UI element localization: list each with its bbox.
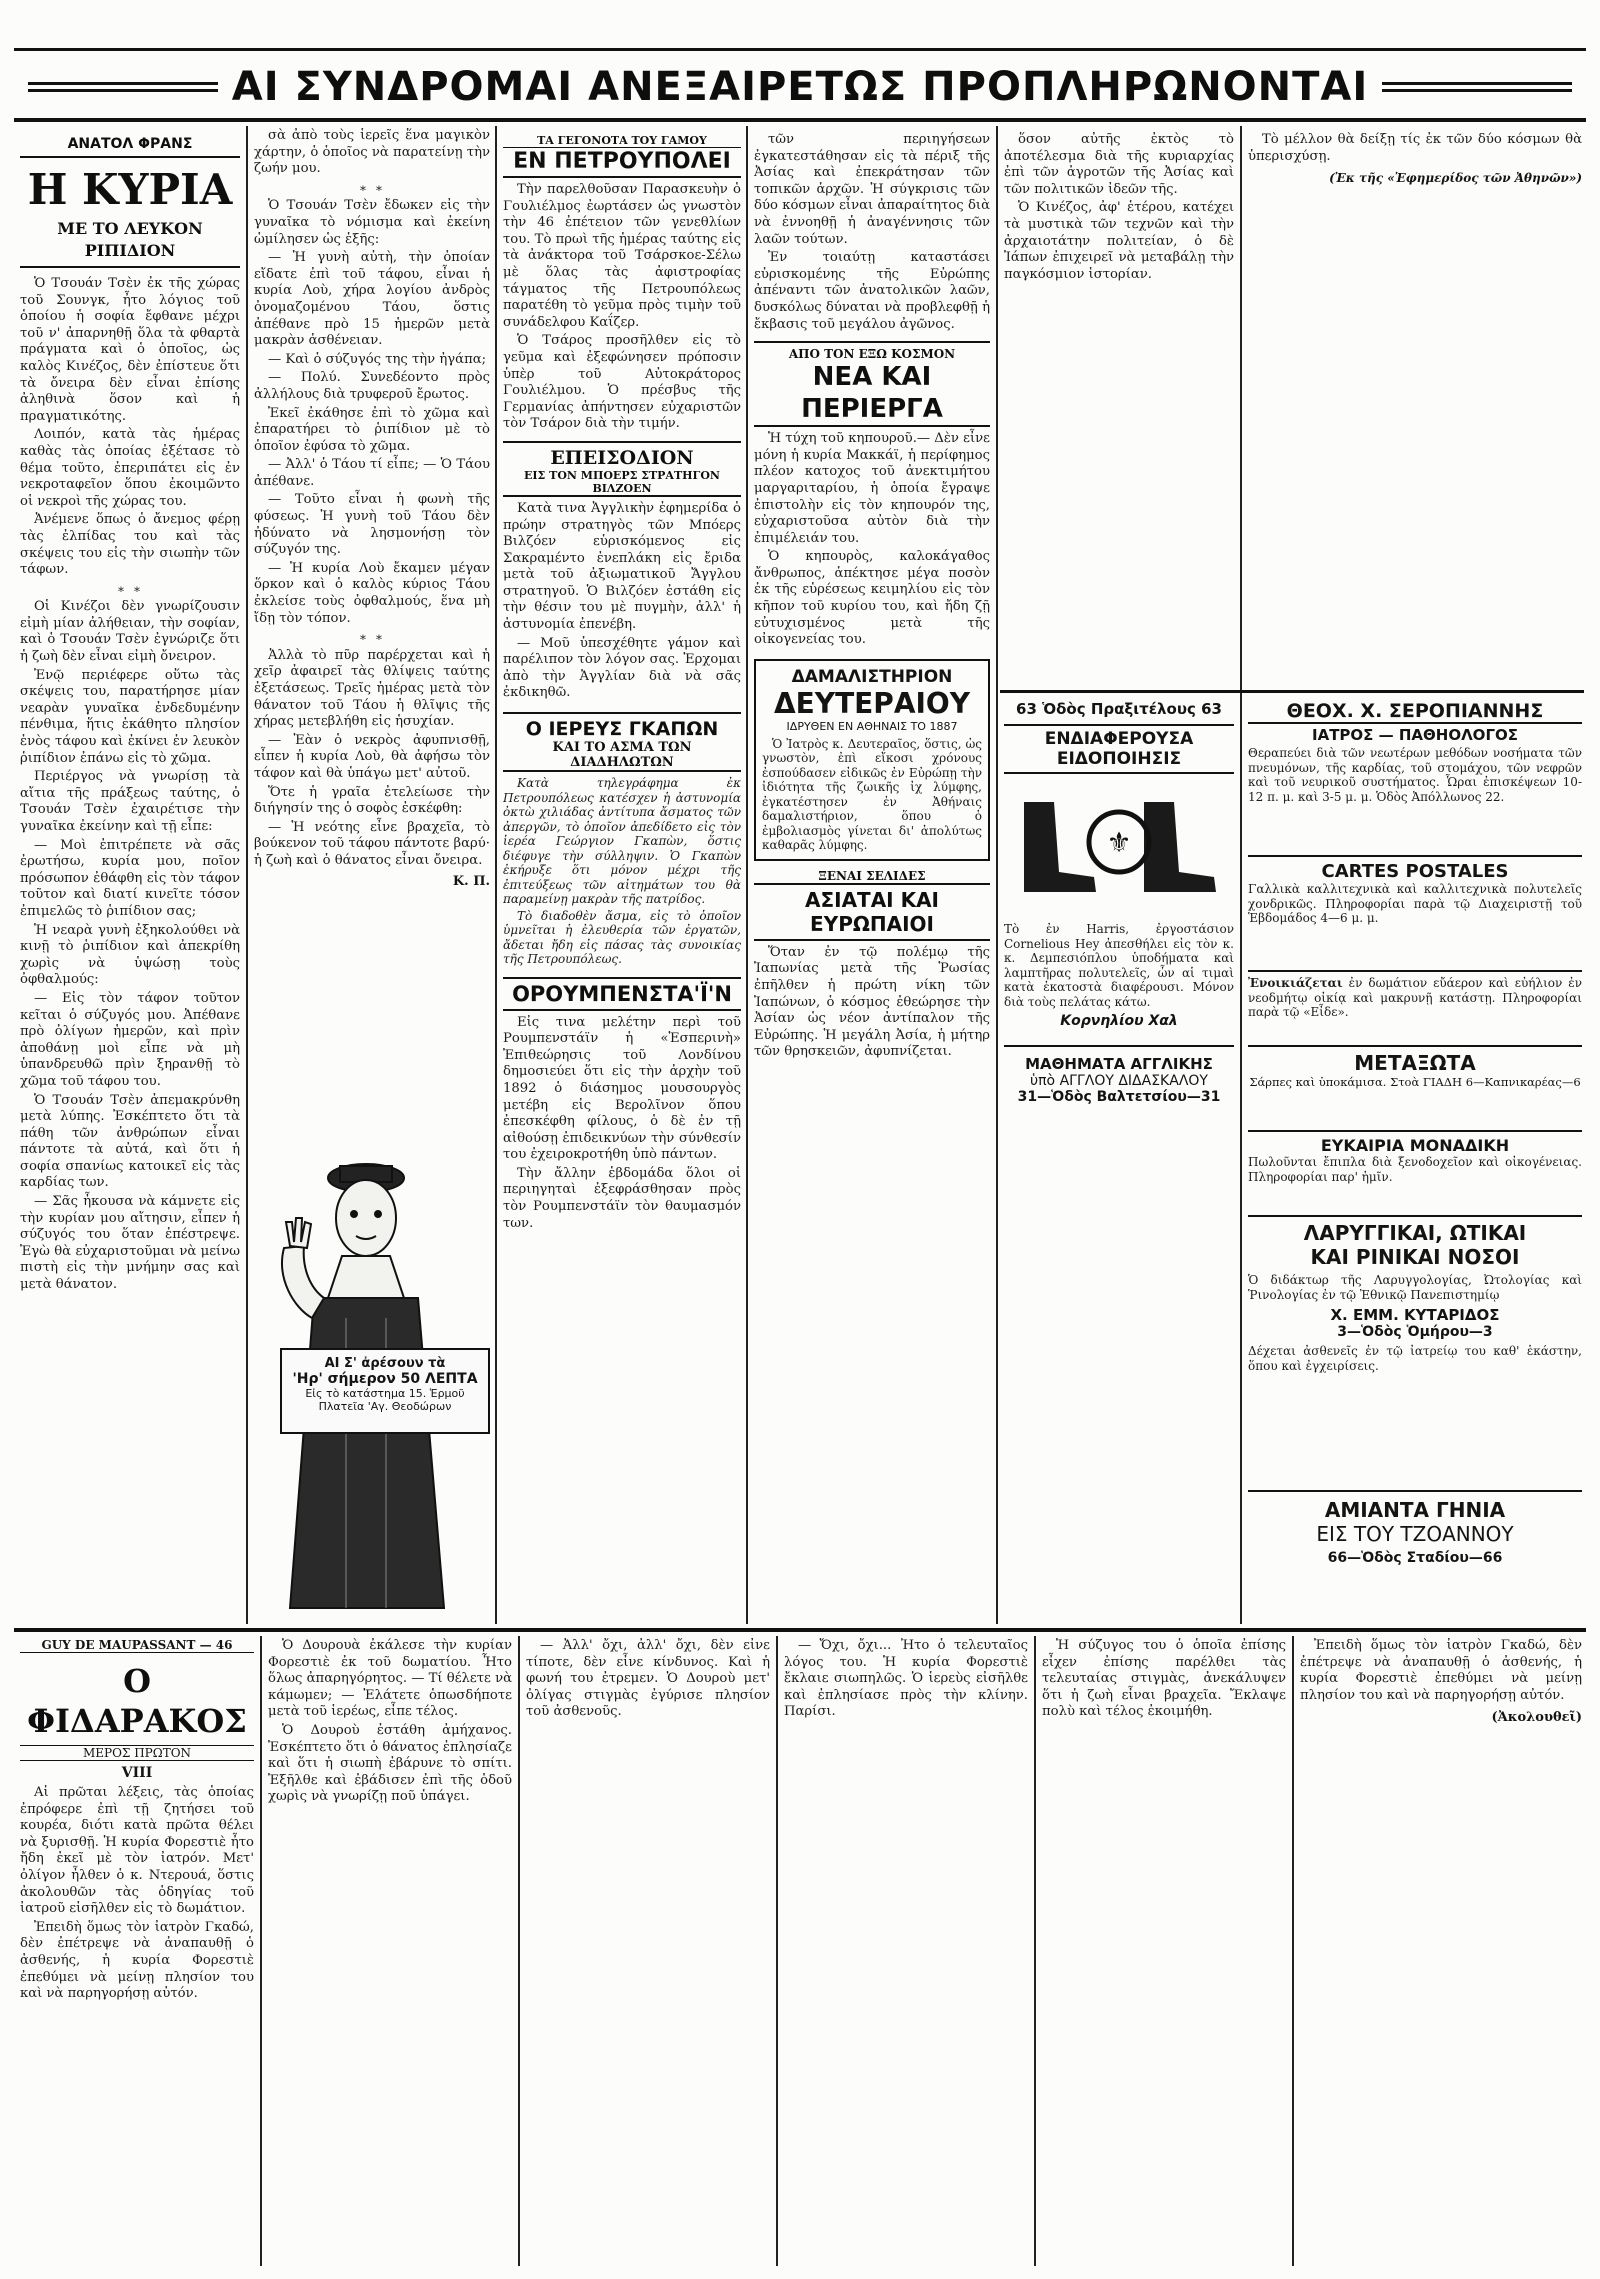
ad-ent-doctor — [1248, 1215, 1582, 1485]
serial-chapter: VIII — [121, 1765, 153, 1781]
banner-rule-right — [1382, 82, 1572, 92]
ad-title: ΑΜΙΑΝΤΑ ΓΗΝΙΑ — [1324, 1498, 1506, 1522]
top-border — [14, 48, 1586, 51]
ad-name: Κορνηλίου Χαλ — [1060, 1013, 1178, 1029]
headline-kicker: ΞΕΝΑΙ ΣΕΛΙΔΕΣ — [818, 868, 926, 883]
paragraph: — Ἡ γυνὴ αὐτὴ, τὴν ὁποίαν εἴδατε ἐπὶ τοῦ τάφου, εἶναι ἡ κυρία Λοὺ, χήρα λογίου ἀνδρὸς ὀνομαζομένου Τάου, ὅστις ἀπέθανε πρὸ 15 ἡμερῶν μετὰ μακρὰν ἀσθένειαν. — [254, 250, 490, 349]
headline-kicker: ΑΠΟ ΤΟΝ ΕΞΩ ΚΟΣΜΟΝ — [754, 341, 990, 361]
ad-address: 66—Ὁδὸς Σταδίου—66 — [1327, 1550, 1503, 1566]
paragraph: Ἡ τύχη τοῦ κηπουροῦ.— Δὲν εἶνε μόνη ἡ κυρία Μακκάϊ, ἡ περίφημος πλέον κατοχος τοῦ ἀνεκτιμήτου μαργαριταρίου, ἡ ὁποία ἔγραψε ἐπιστολὴν εἰς τὸν κηπουρόν της, εὐχαριστοῦσα αὐτὸν διὰ τὴν ἐπιμέλειάν του. — [754, 431, 990, 546]
serial-divider — [14, 1628, 1586, 1632]
ad-opportunity — [1248, 1130, 1582, 1210]
article-body — [754, 431, 990, 649]
column-rule — [518, 1636, 520, 2266]
paragraph: Ἐπειδὴ ὅμως τὸν ἰατρὸν Γκαδώ, δὲν ἐπέτρεψε νὰ ἀναπαυθῇ ὁ ἀσθενής, ἡ κυρία Φορεστιὲ ἐπεθύμει νὰ μείνῃ πλησίον του καὶ νὰ παρηγορήσῃ αὐτόν. — [20, 1919, 254, 2002]
ad-boots — [1004, 700, 1234, 1620]
paragraph: τῶν περιηγήσεων ἐγκατεστάθησαν εἰς τὰ πέριξ τῆς Ἀσίας καὶ ἐπεκράτησαν τῶν τοπικῶν ἀρχῶν. Ἡ σύγκρισις τῶν δύο κόσμων εἶναι ἀπαραίτητος διὰ νὰ ἐννοηθῇ ἡ ἀναγέννησις τῶν λαῶν τούτων. — [754, 132, 990, 247]
column-rule — [1034, 1636, 1036, 2266]
paragraph: Ὁ Τσάρος προσῆλθεν εἰς τὸ γεῦμα καὶ ἐξεφώνησεν πρόποσιν ὑπὲρ τοῦ Αὐτοκράτορος Γουλιέλμου. Ὁ πρέσβυς τῆς Γερμανίας ἀπήντησεν εὐχαριστῶν τὸν Τσάρον διὰ τὴν τιμήν. — [503, 333, 741, 432]
serial-col-6 — [1300, 1638, 1582, 2264]
paragraph: Ἡ νεαρὰ γυνὴ ἐξηκολούθει νὰ κινῇ τὸ ῥιπίδιον καὶ ἀπεκρίθη χωρὶς νὰ ὑψώσῃ τοὺς ὀφθαλμούς: — [20, 922, 240, 988]
serial-text — [1300, 1638, 1582, 1704]
paragraph: — Ὄχι, ὄχι... Ἦτο ὁ τελευταῖος λόγος του. Ἡ κυρία Φορεστιὲ ἔκλαιε σιωπηλῶς. Ὁ ἱερεὺς εἰσῆλθε καὶ ἐπλησίασε πρὸς τὴν κλίνην. Παρίσι. — [784, 1638, 1028, 1720]
serial-col-4 — [784, 1638, 1028, 2264]
serial-col-1 — [20, 1638, 254, 2264]
paragraph: Περιέργος νὰ γνωρίσῃ τὰ αἴτια τῆς πράξεως ταύτης, ὁ Τσουάν Τσὲν ἐχαιρέτισε τὴν γυναῖκα ἐκείνην καὶ τῇ εἶπε: — [20, 769, 240, 834]
paragraph: Κατὰ τηλεγράφημα ἐκ Πετρουπόλεως κατέσχεν ἡ ἀστυνομία ὀκτὼ χιλιάδας ἀντίτυπα ἄσματος τῶν ἀπεργῶν, τὸ ὁποῖον ἀπεδίδετο εἰς τὸν ἱερέα Γεώργιον Γκαπὼν, ὅστις διέφυγε τὴν σύλληψιν. Ὁ Γκαπὼν ἐκήρυξε ὅτι μόνον μέχρι τῆς ἐπιτεύξεως τῶν αἰτημάτων του θὰ παραμείνῃ μακρὰν τῆς πατρίδος. — [503, 776, 741, 907]
ad-title: ΕΝΔΙΑΦΕΡΟΥΣΑ ΕΙΔΟΠΟΙΗΣΙΣ — [1004, 724, 1234, 774]
serial-part: ΜΕΡΟΣ ΠΡΩΤΟΝ — [20, 1745, 254, 1761]
story-body — [20, 276, 240, 1294]
ad-title: ΜΕΤΑΞΩΤΑ — [1354, 1051, 1476, 1075]
headline: ΕΝ ΠΕΤΡΟΥΠΟΛΕΙ — [503, 148, 741, 178]
paragraph: Τὸ μέλλον θὰ δείξῃ τίς ἐκ τῶν δύο κόσμων θὰ ὑπερισχύσῃ. — [1248, 132, 1582, 164]
placard-line: 'Ηρ' σήμερον 50 ΛΕΠΤΑ — [292, 1371, 478, 1387]
paragraph: Ἐνῷ περιέφερε οὕτω τὰς σκέψεις του, παρατήρησε μίαν νεαρὰν γυναῖκα ἐνδεδυμένην πένθιμα, ἥτις ἐκάθητο πλησίον ἑνὸς τάφου καὶ ἐκίνει ἐν λευκὸν ῥιπίδιον ἐπάνω εἰς τὸ χῶμα. — [20, 667, 240, 766]
section-stars: ∗ ∗ — [358, 630, 386, 645]
ad-title: CARTES POSTALES — [1321, 861, 1509, 882]
placard-line: Πλατεῖα 'Αγ. Θεοδώρων — [318, 1400, 452, 1413]
column-4 — [754, 128, 990, 1622]
masthead-banner — [14, 56, 1586, 122]
ad-subtitle: ΙΑΤΡΟΣ — ΠΑΘΗΟΛΟΓΟΣ — [1312, 726, 1518, 744]
paragraph: Κατὰ τινα Ἀγγλικὴν ἐφημερίδα ὁ πρώην στρατηγὸς τῶν Μπόερς Βιλζόεν εὑρισκόμενος εἰς Σακραμέντο ἐνεπλάκη εἰς ἔριδα μετὰ τοῦ ἀξιωματικοῦ Ἄγγλου στρατηγοῦ. Ὁ Βιλζόεν ἐστάθη εἰς τὴν θέσιν του μὲ πυγμὴν, ἀλλ' ἡ ἀστυνομία ἐπενέβη. — [503, 500, 741, 633]
headline-sub: ΕΙΣ ΤΟΝ ΜΠΟΕΡΣ ΣΤΡΑΤΗΓΟΝ ΒΙΛΖΟΕΝ — [503, 469, 741, 497]
headline: ΕΠΕΙΣΟΔΙΟΝ — [503, 441, 741, 469]
paragraph: Εἰς τινα μελέτην περὶ τοῦ Ρουμπενστάϊν ἡ «Ἑσπερινὴ» Ἐπιθεώρησις τοῦ Λονδίνου δημοσιεύει ὅτι εἰς τὴν ἀρχὴν τοῦ 1892 ὁ διάσημος μουσουργὸς μετέβη εἰς Βερολῖνον ὅπου ἐπεσκέφθη φίλους, ὁ δὲ ἐν τῇ αἰθούσῃ ἐπιδεικνύων τὴν σύνθεσίν του ἐχειροκροτήθη ὑπὸ πάντων. — [503, 1014, 741, 1163]
article-body — [1004, 132, 1234, 283]
paragraph: Αἱ πρῶται λέξεις, τὰς ὁποίας ἐπρόφερε ἐπὶ τῇ ζητήσει τοῦ κουρέα, διότι κατὰ πρῶτα θέλει νὰ ξυρισθῇ. Ἡ κυρία Φορεστιὲ ἦτο ἤδη ἐκεῖ μὲ τὸν ἰατρόν. Μετ' ὀλίγον ἦλθεν ὁ κ. Ντερουά, ὅστις ἀκολουθῶν τὰς ὁδηγίας τοῦ ἰατροῦ εἰσῆλθεν εἰς τὸ δωμάτιον. — [20, 1785, 254, 1917]
paragraph: Ὁ Τσουάν Τσὲν ἀπεμακρύνθη μετὰ λύπης. Ἐσκέπτετο ὅτι τὰ πάθη τῶν ἀνθρώπων εἶναι πάντοτε τὰ αὐτά, καὶ ὅτι ἡ σοφία σπανίως κατοικεῖ εἰς τὰς καρδίας των. — [20, 1092, 240, 1191]
ad-silks — [1248, 1045, 1582, 1125]
article-body — [754, 945, 990, 1061]
story-title: Η ΚΥΡΙΑ — [27, 165, 233, 214]
column-2 — [254, 128, 490, 1622]
paragraph: — Εἰς τὸν τάφον τοῦτον κεῖται ὁ σύζυγός μου. Ἀπέθανε πρὸ ὀλίγων ἡμερῶν, καὶ πρὶν ἀποθάνῃ μοὶ εἶπε νὰ μὴ ὑπανδρευθῶ πρὶν ξηρανθῇ τὸ χῶμα τοῦ τάφου του. — [20, 990, 240, 1089]
ad-text: Ὁ Ἰατρὸς κ. Δευτεραῖος, ὅστις, ὡς γνωστὸν, ἐπὶ εἴκοσι χρόνους ἐσπούδασεν εἰδικῶς ἐν Εὐρώπῃ τὴν ἰδιότητα τῆς ζωικῆς ἰχ λύμφης, ἐγκατέστησεν ἐν Ἀθήναις δαμαλιστήριον, ὅπου ὁ ἐμβολιασμὸς γίνεται δι' ἀπολύτως καθαρᾶς λύμφης. — [762, 736, 982, 853]
paragraph: ὅσον αὐτῆς ἐκτὸς τὸ ἀποτέλεσμα διὰ τῆς κυριαρχίας ἐπὶ τῶν ἀγροτῶν τῆς Ἀσίας καὶ τῶν πολιτικῶν ἰδεῶν τῆς. — [1004, 132, 1234, 197]
ad-text: Σάρπες καὶ ὑποκάμισα. Στοὰ ΓΙΑΔΗ 6—Καπνικαρέας—6 — [1249, 1075, 1581, 1089]
headline: ΝΕΑ ΚΑΙ ΠΕΡΙΕΡΓΑ — [754, 361, 990, 427]
ad-divider — [1004, 1045, 1234, 1047]
banner-rule-left — [28, 82, 218, 92]
paragraph: Τὸ διαδοθὲν ἄσμα, εἰς τὸ ὁποῖον ὑμνεῖται ἡ ἐλευθερία τῶν ἐργατῶν, ἄδεται ἤδη εἰς πάσας τὰς συνοικίας τῆς Πετρουπόλεως. — [503, 908, 741, 967]
placard-line: Εἰς τὸ κατάστημα 15. Ἑρμοῦ — [305, 1387, 465, 1400]
serial-title: Ο ΦΙΔΑΡΑΚΟΣ — [27, 1662, 247, 1740]
ad-address: 63 Ὁδὸς Πραξιτέλους 63 — [1016, 700, 1222, 718]
ad-asbestos — [1248, 1490, 1582, 1620]
ad-text: Ὁ διδάκτωρ τῆς Λαρυγγολογίας, Ὠτολογίας καὶ Ῥινολογίας ἐν τῷ Ἐθνικῷ Πανεπιστημίῳ — [1248, 1273, 1582, 1302]
column-rule — [260, 1636, 262, 2266]
serial-text — [526, 1638, 770, 1721]
svg-text:⚜: ⚜ — [1106, 826, 1132, 859]
story-signature: Κ. Π. — [452, 873, 490, 889]
paragraph: — Μοὶ ἐπιτρέπετε νὰ σᾶς ἐρωτήσω, κυρία μου, ποῖον πρόσωπον ἐθάφθη εἰς τὸν τάφον τοῦτον καὶ διατί κινεῖτε τόσον ἐπιμελῶς τὸ ῥιπίδιον σας; — [20, 837, 240, 919]
column-1 — [20, 128, 240, 1622]
paragraph: Οἱ Κινέζοι δὲν γνωρίζουσιν εἰμὴ μίαν ἀλήθειαν, τὴν σοφίαν, καὶ ὁ Τσουάν Τσὲν ἐγνώριζε ὅτι ἡ ζωὴ δὲν εἶναι εἰμὴ ὄνειρον. — [20, 599, 240, 665]
paragraph: — Καὶ ὁ σύζυγός της τὴν ἠγάπα; — [268, 351, 487, 367]
paragraph: Ἀνέμενε ὅπως ὁ ἄνεμος φέρῃ τὰς ἐλπίδας του καὶ τὰς σκέψεις του εἰς τὴν σιωπὴν τῶν τάφων. — [20, 512, 240, 578]
story-title-sub: ΜΕ ΤΟ ΛΕΥΚΟΝ ΡΙΠΙΔΙΟΝ — [20, 218, 240, 268]
ad-address: 31—Ὁδὸς Βαλτετσίου—31 — [1017, 1089, 1221, 1105]
headline: ΑΣΙΑΤΑΙ ΚΑΙ ΕΥΡΩΠΑΙΟΙ — [754, 883, 990, 941]
serial-continued: (Ἀκολουθεῖ) — [1491, 1710, 1582, 1726]
ad-subtitle: ΕΙΣ ΤΟΥ ΤΖΟΑΝΝΟΥ — [1316, 1522, 1514, 1546]
paragraph: Ὁ Τσουάν Τσὲν ἔδωκεν εἰς τὴν γυναῖκα τὸ νόμισμα καὶ ἐκείνη ὡμίλησεν ὡς ἑξῆς: — [254, 198, 490, 247]
paragraph: Ὅτε ἡ γραῖα ἐτελείωσε τὴν διήγησίν της ὁ σοφὸς ἐσκέφθη: — [254, 784, 490, 817]
paragraph: — Ἡ νεότης εἶνε βραχεῖα, τὸ βούκενον τοῦ τάφου πάντοτε βαρύ· ἡ ζωὴ καὶ ὁ θάνατος εἶναι ὄνειρα. — [254, 819, 490, 868]
paragraph: — Ἡ κυρία Λοὺ ἔκαμεν μέγαν ὅρκον καὶ ὁ καλὸς κύριος Τάου ἐκλείσε τοὺς ὀφθαλμούς, ἕνα μὴ ἴδῃ τὸν τόπον. — [254, 560, 490, 626]
ad-doctor — [1248, 700, 1582, 850]
headline: ΟΡΟΥΜΠΕΝΣΤΑ'Ϊ'Ν — [503, 977, 741, 1011]
serial-col-5 — [1042, 1638, 1286, 2264]
column-rule — [495, 126, 497, 1624]
ad-title: ΔΕΥΤΕΡΑΙΟΥ — [774, 686, 970, 720]
ads-divider — [1000, 690, 1584, 693]
serial-col-2 — [268, 1638, 512, 2264]
ad-text: Τὸ ἐν Harris, ἐργοστάσιον Cornelious Hey ἀπεσθήλει εἰς τὸν κ. κ. Δεμπεσιόπλου ὑποδήματα καὶ λαμπτῆρας πολυτελεῖς, ὧν αἱ τιμαὶ κατὰ ἑκατοστὰ διαφέρουσι. Μόνον διὰ τοὺς πελάτας κάτω. — [1004, 922, 1234, 1009]
author-name: ΑΝΑΤΟΛ ΦΡΑΝΣ — [67, 136, 193, 152]
serial-col-3 — [526, 1638, 770, 2264]
ad-title: ΕΥΚΑΙΡΙΑ ΜΟΝΑΔΙΚΗ — [1320, 1136, 1510, 1155]
advert-placard — [280, 1348, 490, 1434]
ad-postcards — [1248, 855, 1582, 965]
paragraph: — Τοῦτο εἶναι ἡ φωνὴ τῆς φύσεως. Ἡ γυνὴ τοῦ Τάου δὲν ἠδύνατο νὰ λησμονήσῃ τὸν σύζυγόν της. — [254, 492, 490, 558]
paragraph: Ἀλλὰ τὸ πῦρ παρέρχεται καὶ ἡ χεῖρ ἀφαιρεῖ τὰς θλίψεις ταύτης ἐξετάσεως. Τρεῖς ἡμέρας μετὰ τὸν θάνατον τοῦ Τάου ἡ θλῖψις τῆς χήρας μετεβλήθη εἰς ἡσυχίαν. — [254, 647, 490, 730]
ad-text: Θεραπεύει διὰ τῶν νεωτέρων μεθόδων νοσήματα τῶν πνευμόνων, τῆς καρδίας, τοῦ στομάχου, τῶν νεφρῶν καὶ τοῦ νευρικοῦ συστήματος. Ὧραι ἐπισκέψεων 10-12 π. μ. καὶ 3-5 μ. μ. Ὁδὸς Ἀπόλλωνος 22. — [1248, 746, 1582, 804]
ad-text — [1248, 976, 1582, 1020]
paragraph: Ὁ Κινέζος, ἀφ' ἑτέρου, κατέχει τὰ μυστικὰ τῶν τεχνῶν καὶ τὴν ἀρχαιοτάτην πολιτείαν, ὁ δὲ Ἰάπων ἐπιχειρεῖ νὰ μεταβάλῃ τὴν παγκόσμιον ἱστορίαν. — [1004, 200, 1234, 282]
serial-text — [268, 1638, 512, 1806]
column-rule — [746, 126, 748, 1624]
ad-subtitle: ὑπὸ ΑΓΓΛΟΥ ΔΙΔΑΣΚΑΛΟΥ — [1030, 1073, 1208, 1089]
serial-text — [784, 1638, 1028, 1721]
ad-subtitle: ΙΔΡΥΘΕΝ ΕΝ ΑΘΗΝΑΙΣ ΤΟ 1887 — [786, 719, 958, 733]
paragraph: — Ἀλλ' ὁ Τάου τί εἶπε; — Ὁ Τάου ἀπέθανε. — [254, 457, 490, 489]
serial-header: GUY DE MAUPASSANT — 46 — [20, 1638, 254, 1653]
vaccine-clinic-ad — [754, 659, 990, 861]
section-stars: ∗ ∗ — [358, 180, 386, 195]
column-5-text — [1004, 128, 1234, 688]
boots-illustration — [1004, 782, 1234, 912]
paragraph: Ὅταν ἐν τῷ πολέμῳ τῆς Ἰαπωνίας μετὰ τῆς Ῥωσίας ἐπῆλθεν ἡ πρώτη νίκη τῶν Ἰαπώνων, ὁ κόσμος ἐθεώρησε τὴν Ἀσίαν ὡς νέον ἀντίπαλον τῆς Εὐρώπης. Ἡ μεγάλη Ἀσία, ἡ μήτηρ τῶν θρησκειῶν, ἀφυπνίζεται. — [754, 944, 990, 1060]
article-body — [503, 501, 741, 702]
ad-name: Χ. ΕΜΜ. ΚΥΤΑΡΙΔΟΣ — [1330, 1306, 1500, 1324]
article-body — [1248, 132, 1582, 165]
column-3 — [503, 128, 741, 1622]
paragraph: Τὴν ἄλλην ἑβδομάδα ὅλοι οἱ περιηγηταὶ ἐξεφράσθησαν πρὸς τὸν Ρουμπενστάϊν τὸν θαυμασμόν των. — [503, 1165, 741, 1231]
section-stars: ∗ ∗ — [116, 581, 144, 596]
column-6-text — [1248, 128, 1582, 688]
paragraph: σὰ ἀπὸ τοὺς ἱερεῖς ἕνα μαγικὸν χάρτην, ὁ ὁποῖος νὰ παρατείνῃ τὴν ζωήν μου. — [254, 128, 490, 177]
paragraph: Τὴν παρελθοῦσαν Παρασκευὴν ὁ Γουλιέλμος ἐωρτάσεν ὡς γνωστὸν τὴν 46 ἐπέτειον τῶν γενεθλίων του. Τὸ πρωὶ τῆς ἡμέρας ταύτης εἰς τὰ ἀνάκτορα τοῦ Τσάρσκοε-Σέλω μὲ ὅλας τὰς ἀφιστροφίας τάγματος τῆς Πετρουπόλεως παρατέθη τὸ γεῦμα πρὸς τιμὴν τοῦ συνάδελφου Καΐζερ. — [503, 182, 741, 330]
paragraph: Ἐκεῖ ἐκάθησε ἐπὶ τὸ χῶμα καὶ ἐπαρατήρει τὸ ῥιπίδιον μὲ τὸ ὁποῖον ἐφύσα τὸ χῶμα. — [254, 405, 490, 454]
column-rule — [996, 126, 998, 1624]
column-rule — [246, 126, 248, 1624]
ad-title: ΚΑΙ ΡΙΝΙΚΑΙ ΝΟΣΟΙ — [1310, 1245, 1520, 1269]
paragraph: — Μοῦ ὑπεσχέθητε γάμον καὶ παρέλιπον τὸν λόγον σας. Ἐρχομαι ἀπὸ τὴν Ἀγγλίαν διὰ νὰ σᾶς ἐκδικηθῶ. — [503, 635, 741, 701]
headline-sub: ΚΑΙ ΤΟ ΑΣΜΑ ΤΩΝ ΔΙΑΔΗΛΩΤΩΝ — [503, 740, 741, 772]
headline-kicker: ΤΑ ΓΕΓΟΝΟΤΑ ΤΟΥ ΓΑΜΟΥ — [503, 134, 741, 148]
paragraph: — Σᾶς ἦκουσα νὰ κάμνετε εἰς τὴν κυρίαν μου αἴτησιν, εἶπεν ἡ σύζυγός του ὅταν ἐπέστρεψε. Ἐγὼ θὰ εὐχαριστοῦμαι νὰ μείνω πιστὴ εἰς τὴν μνήμην σας καὶ μετὰ θάνατον. — [20, 1194, 240, 1293]
ad-text: Δέχεται ἀσθενεῖς ἐν τῷ ἰατρείῳ του καθ' ἑκάστην, ὅπου καὶ ἐγχειρίσεις. — [1248, 1344, 1582, 1373]
placard-line: ΑΙ Σ' ἀρέσουν τὰ — [324, 1356, 446, 1371]
serial-text — [1042, 1638, 1286, 1721]
story-continuation — [254, 128, 490, 870]
serial-text — [20, 1785, 254, 2003]
column-rule — [776, 1636, 778, 2266]
paragraph: — Πολύ. Συνεδέοντο πρὸς ἀλλήλους διὰ τρυφεροῦ ἔρωτος. — [254, 370, 490, 402]
paragraph: Ὁ Δουροὺ ἐστάθη ἀμήχανος. Ἐσκέπτετο ὅτι ὁ θάνατος ἐπλησίαζε καὶ ὅτι ἡ σιωπὴ ἐβάρυνε τὸ σπίτι. Ἐξῆλθε καὶ ἐβάδισεν ἐπὶ τῆς ὁδοῦ χωρὶς νὰ γνωρίζῃ ποῦ ὑπάγει. — [268, 1722, 512, 1805]
ad-title: ΛΑΡΥΓΓΙΚΑΙ, ΩΤΙΚΑΙ — [1303, 1221, 1527, 1245]
article-body — [503, 182, 741, 433]
ad-text: Γαλλικὰ καλλιτεχνικὰ καὶ καλλιτεχνικὰ πολυτελεῖς χονδρικῶς. Πληροφορίαι παρὰ τῷ Διαχειριστῇ τοῦ Ἑβδομάδος 4—6 μ. μ. — [1248, 882, 1582, 925]
ad-title: ΔΑΜΑΛΙΣΤΗΡΙΟΝ — [791, 666, 953, 687]
ad-text: ἐν δωμάτιον εὔάερον καὶ εὐήλιον ἐν νεοδμήτῳ οἰκίᾳ καὶ μακρυνῇ κατάστῃ. Πληροφορίαι παρὰ τῷ «Εἶδε». — [1248, 976, 1582, 1019]
article-body — [503, 776, 741, 967]
headline: Ο ΙΕΡΕΥΣ ΓΚΑΠΩΝ — [503, 712, 741, 740]
ad-text: Πωλοῦνται ἔπιπλα διὰ ξενοδοχεῖον καὶ οἰκογένειας. Πληροφορίαι παρ' ἡμῖν. — [1248, 1155, 1582, 1184]
banner-title: ΑΙ ΣΥΝΔΡΟΜΑΙ ΑΝΕΞΑΙΡΕΤΩΣ ΠΡΟΠΛΗΡΩΝΟΝΤΑΙ — [231, 64, 1369, 110]
paragraph: Ἐν τοιαύτῃ καταστάσει εὑρισκομένης τῆς Εὐρώπης ἀπέναντι τῶν ἀνατολικῶν λαῶν, δυσκόλως δύναται νὰ προβλεφθῇ ἡ ἔκβασις τοῦ μεγάλου ἀγῶνος. — [754, 250, 990, 332]
paragraph: Ὁ Τσουάν Τσὲν ἐκ τῆς χώρας τοῦ Σουνγκ, ἦτο λόγιος τοῦ ὁποίου ἡ σοφία ἔφθανε μέχρι τοῦ ν' ἀπαρνηθῇ ὅλα τὰ φθαρτὰ πράγματα καὶ ὁ ὁποῖος, ὡς καλὸς Κινέζος, δὲν ἐπίστευε ὅτι τὰ ὄνειρα δὲν εἶναι ἐπίσης ἀληθινὰ ὅσον καὶ ἡ πραγματικότης. — [20, 276, 240, 424]
article-body — [754, 132, 990, 333]
author-rule — [20, 156, 240, 158]
ad-title: ΘΕΟΧ. Χ. ΣΕΡΟΠΙΑΝΝΗΣ — [1248, 700, 1582, 724]
paragraph: Λοιπόν, κατὰ τὰς ἡμέρας καθὰς τὰς ὁποίας ἐξέτασε τὸ θέμα τοῦτο, ἐπεριπάτει εἰς ἐν νεκροταφεῖον ὅπου ἐκοιμῶντο οἱ νεκροὶ τῆς χώρας του. — [20, 427, 240, 509]
column-rule — [1292, 1636, 1294, 2266]
paragraph: — Ἐὰν ὁ νεκρὸς ἀφυπνισθῇ, εἶπεν ἡ κυρία Λοὺ, θὰ ἀφήσω τὸν τάφον καὶ θὰ ὑπάγω μετ' αὐτοῦ. — [254, 732, 490, 781]
paragraph: Ὁ κηπουρὸς, καλοκάγαθος ἄνθρωπος, ἀπέκτησε μέγα ποσὸν ἐκ τῆς εὑρέσεως κειμηλίου εἰς τὸν κῆπον τοῦ κυρίου του, καὶ ἤδη ζῇ εὐτυχισμένος μετὰ τῆς οἰκογενείας του. — [754, 549, 990, 648]
paragraph: — Ἀλλ' ὄχι, ἀλλ' ὄχι, δὲν εἶνε τίποτε, δὲν εἶνε κίνδυνος. Καὶ ἡ φωνή του ἐτρεμεν. Ὁ Δουροὺ μετ' ὀλίγας στιγμὰς ἐγύρισε πλησίον τοῦ ἀσθενοῦς. — [526, 1638, 770, 1720]
ad-address: 3—Ὁδὸς Ὁμήρου—3 — [1337, 1324, 1493, 1340]
ad-title: ΜΑΘΗΜΑΤΑ ΑΓΓΛΙΚΗΣ — [1025, 1055, 1213, 1073]
article-body — [503, 1015, 741, 1233]
ad-rent — [1248, 970, 1582, 1040]
ad-title: Ἐνοικιάζεται — [1248, 976, 1343, 990]
paragraph: Ὁ Δουρουὰ ἐκάλεσε τὴν κυρίαν Φορεστιὲ ἐκ τοῦ δωματίου. Ἦτο ὅλως ἀπαρηγόρητος. — Τί θέλετε νὰ κάμωμεν; — Ἐλάτετε ὁπωσδήποτε μετὰ τοῦ ἱερέως, εἶπε τέλος. — [268, 1638, 512, 1720]
paragraph: Ἡ σύζυγος του ὁ ὁποῖα ἐπίσης εἶχεν ἐπίσης παρέλθει τὰς τελευταίας στιγμὰς, ἀνεκάλυψεν ὅτι ἡ ζωὴ εἶναι βραχεῖα. Ἔκλαψε πολὺ καὶ τέλος ἐκοιμήθη. — [1042, 1638, 1286, 1720]
column-rule — [1240, 126, 1242, 1624]
source-credit: (Ἐκ τῆς «Ἐφημερίδος τῶν Ἀθηνῶν») — [1329, 171, 1582, 186]
paragraph: Ἐπειδὴ ὅμως τὸν ἰατρὸν Γκαδώ, δὲν ἐπέτρεψε νὰ ἀναπαυθῇ ὁ ἀσθενής, ἡ κυρία Φορεστιὲ ἐπεθύμει νὰ μείνῃ πλησίον του καὶ νὰ παρηγορήσῃ αὐτόν. — [1300, 1638, 1582, 1703]
